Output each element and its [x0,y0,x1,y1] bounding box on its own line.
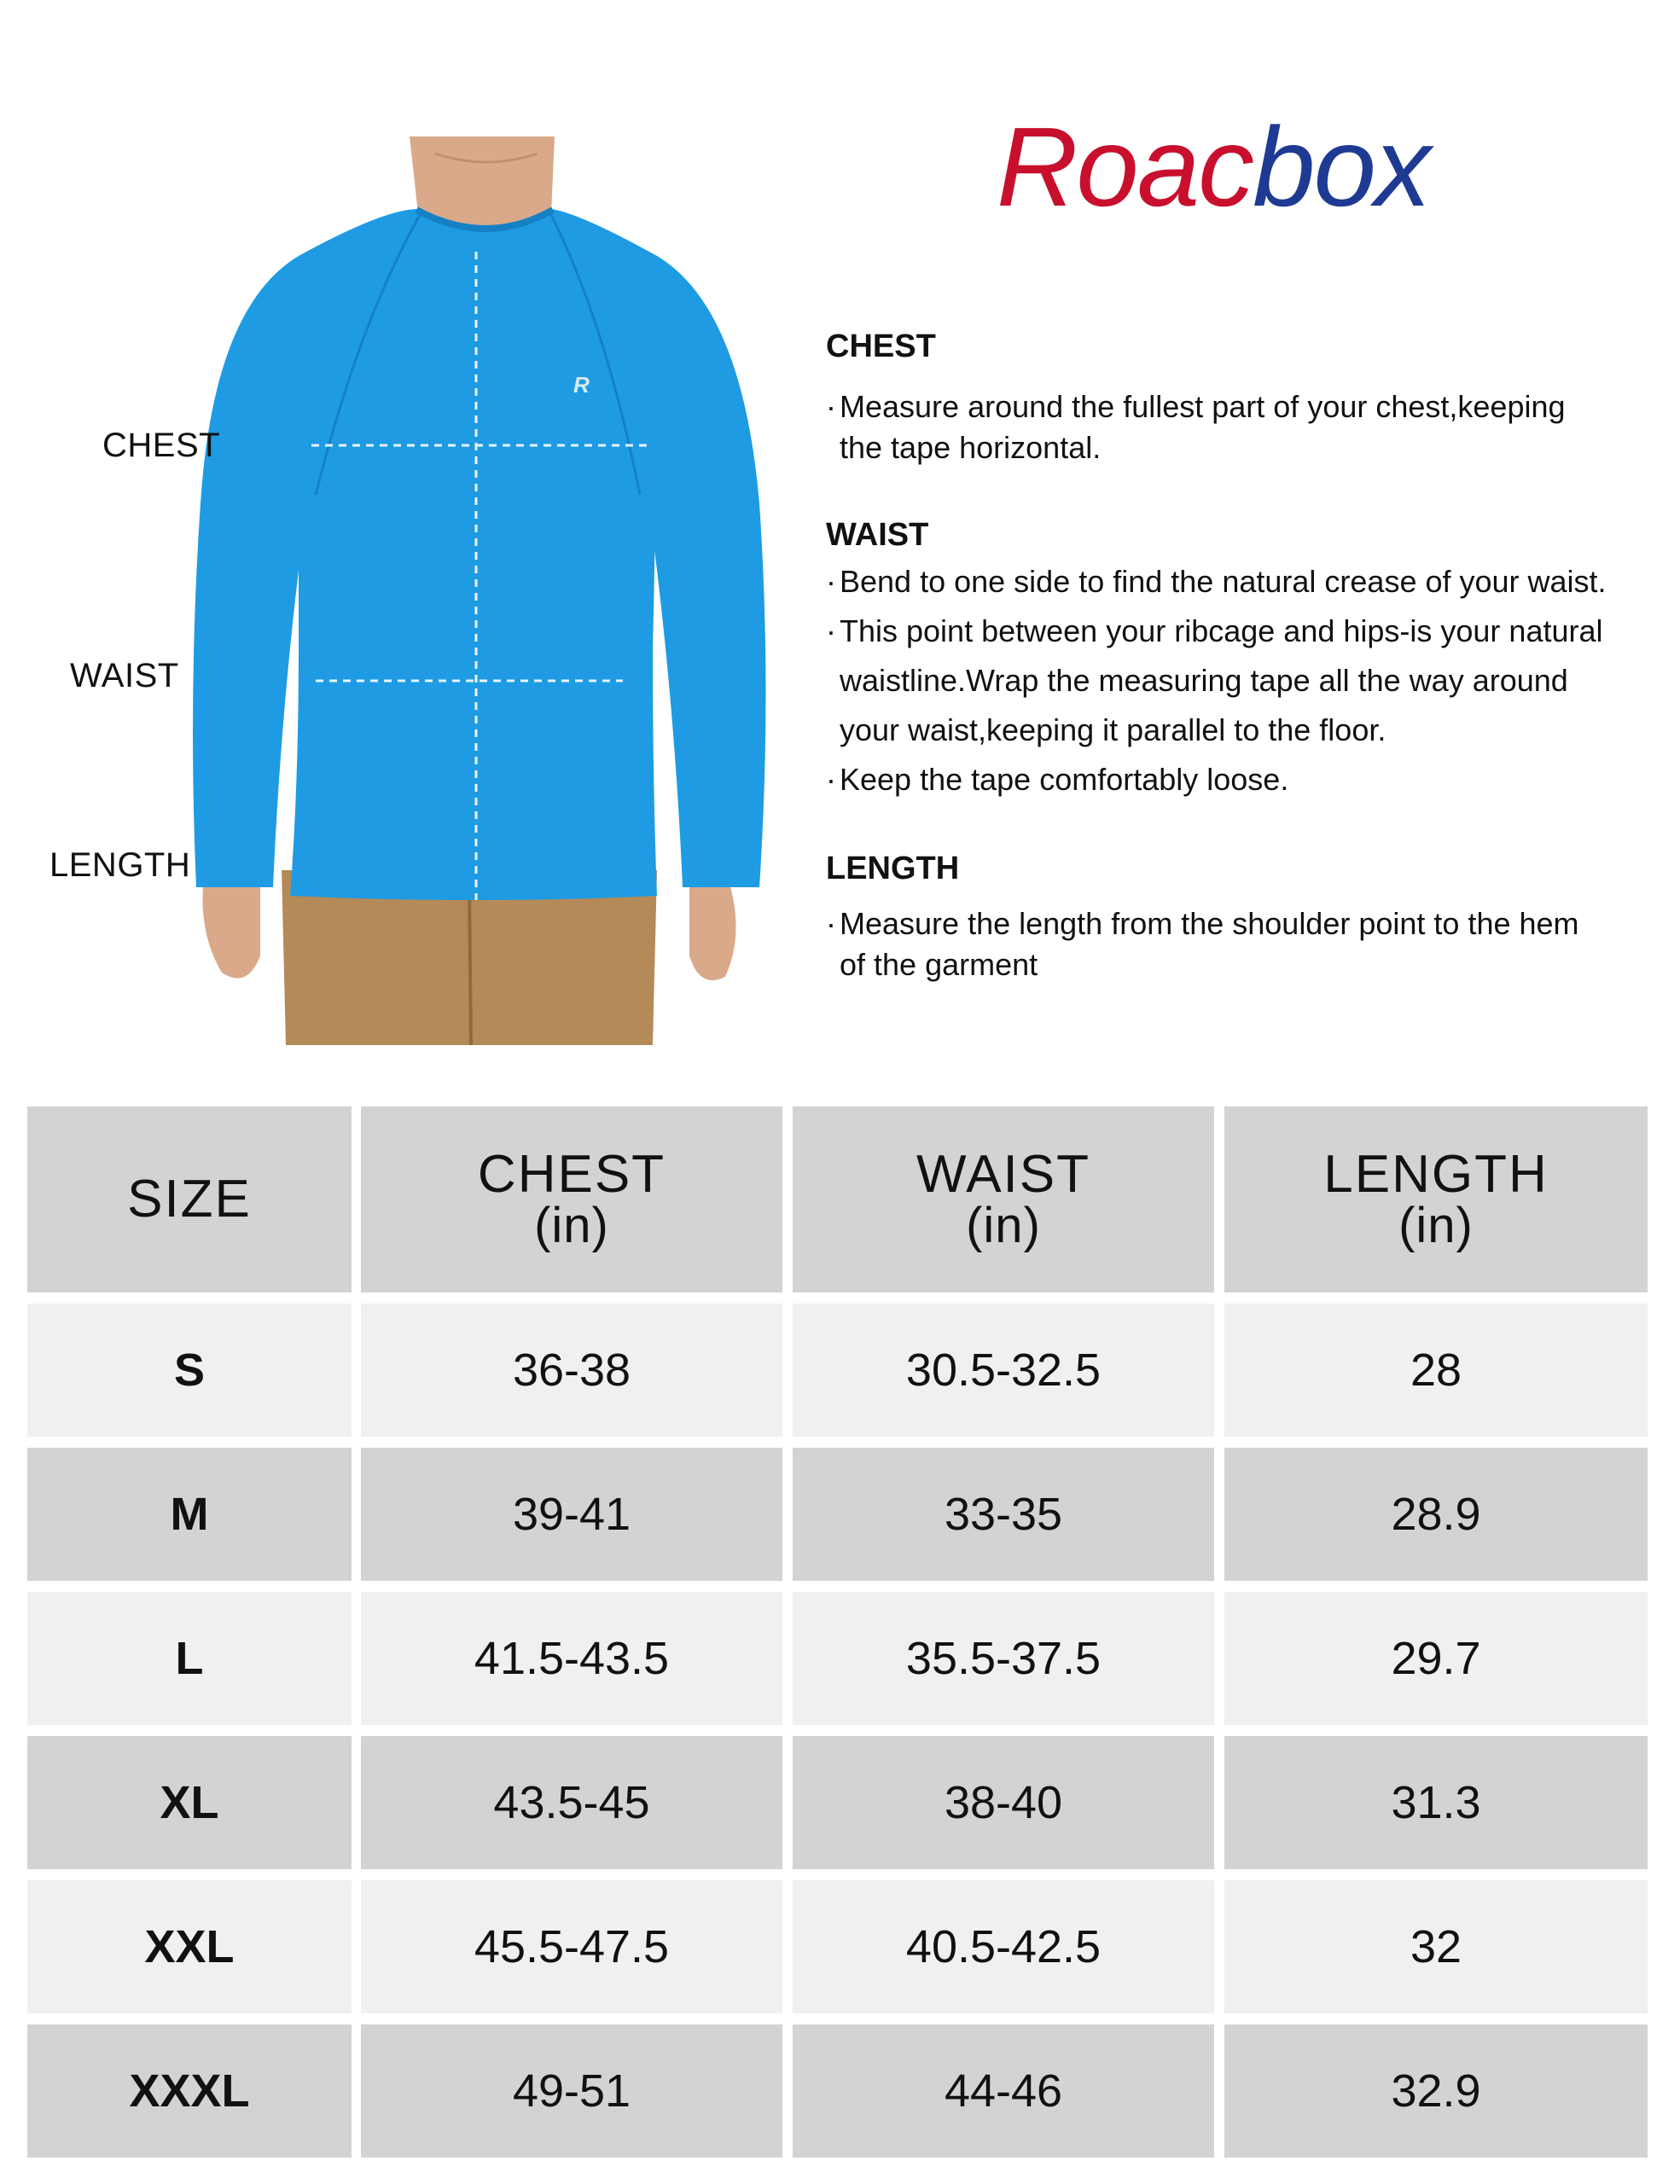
row-xl-waist [793,1736,1214,1869]
row-s-size [27,1304,352,1437]
chest-instruction-title: CHEST [826,328,936,364]
bullet-dot: · [826,762,836,797]
row-xl-chest-text: 43.5-45 [493,1777,650,1828]
row-m-waist-text: 33-35 [944,1489,1063,1540]
row-xxl-size-text: XXL [144,1921,235,1972]
waist-bullet-2-line-1: This point between your ribcage and hips-is your natural [840,613,1603,648]
row-xl-length [1224,1736,1648,1869]
row-m-waist [793,1448,1214,1581]
row-xxxl-length-text: 32.9 [1391,2065,1481,2117]
header-size [27,1107,352,1292]
measure-instructions [826,328,1645,990]
waist-bullet-3-line-1: Keep the tape comfortably loose. [840,762,1289,797]
chest-bullet-line-2: the tape horizontal. [840,430,1102,465]
header-size-label: SIZE [127,1170,252,1228]
brand-logo-part-a: Roac [997,104,1253,229]
row-s-chest-text: 36-38 [512,1345,631,1396]
row-l-waist-text: 35.5-37.5 [905,1633,1102,1684]
model-left-sleeve [193,256,307,887]
header-chest [361,1107,782,1292]
row-l-length [1224,1592,1648,1725]
row-l-length-text: 29.7 [1391,1633,1481,1684]
length-bullet-line-2: of the garment [840,947,1038,982]
waist-bullet-2-line-3: your waist,keeping it parallel to the floor. [840,712,1386,747]
brand-logo-part-b: box [1253,104,1429,229]
row-xxxl-waist-text: 44-46 [944,2065,1063,2117]
row-s-chest [361,1304,782,1437]
row-xl-size-text: XL [160,1777,219,1828]
header-chest-unit: (in) [534,1198,609,1253]
row-xxl-waist-text: 40.5-42.5 [905,1921,1102,1972]
row-l-size [27,1592,352,1725]
row-m-length [1224,1448,1648,1581]
header-waist-unit: (in) [966,1198,1041,1253]
row-xxl-chest-text: 45.5-47.5 [474,1921,670,1972]
length-bullet-line-1: Measure the length from the shoulder point to the hem [840,906,1579,941]
shirt-brand-mark-icon: R [573,372,590,398]
header-length-unit: (in) [1398,1198,1474,1253]
header-waist-label: WAIST [916,1145,1091,1204]
row-xl-waist-text: 38-40 [944,1777,1063,1828]
row-s-length [1224,1304,1648,1437]
row-xxxl-waist [793,2024,1214,2158]
bullet-dot: · [826,389,836,424]
row-m-chest-text: 39-41 [512,1489,631,1540]
row-s-waist [793,1304,1214,1437]
header-length-label: LENGTH [1323,1145,1549,1204]
row-xxxl-chest-text: 49-51 [512,2065,631,2117]
chest-bullet-line-1: Measure around the fullest part of your chest,keeping [840,389,1566,424]
waist-instruction-bullet-2 [826,607,1645,755]
row-xxl-waist [793,1880,1214,2013]
row-m-length-text: 28.9 [1391,1489,1481,1540]
model-shirt-illustration [179,136,776,1045]
length-figure-label: LENGTH [49,846,191,884]
row-xxxl-size-text: XXXL [129,2065,250,2117]
waist-figure-label: WAIST [70,657,179,694]
brand-logo [997,104,1429,229]
row-s-length-text: 28 [1410,1345,1462,1396]
row-m-size-text: M [170,1489,209,1540]
waist-instruction-bullet-3 [826,755,1645,804]
waist-bullet-2-line-2: waistline.Wrap the measuring tape all the way around [840,663,1568,698]
chest-instruction-bullet [826,382,1645,473]
row-xxxl-length [1224,2024,1648,2158]
waist-instruction-bullet-1 [826,557,1645,607]
row-xxxl-chest [361,2024,782,2158]
bullet-dot: · [826,613,836,648]
chest-figure-label: CHEST [102,427,221,464]
row-s-waist-text: 30.5-32.5 [905,1345,1102,1396]
waist-bullet-1-line-1: Bend to one side to find the natural crease of your waist. [840,564,1607,599]
row-m-size [27,1448,352,1581]
row-xxxl-size [27,2024,352,2158]
header-length [1224,1107,1648,1292]
row-l-waist [793,1592,1214,1725]
header-waist [793,1107,1214,1292]
row-m-chest [361,1448,782,1581]
row-xl-length-text: 31.3 [1391,1777,1481,1828]
model-right-sleeve [648,256,766,887]
bullet-dot: · [826,564,836,599]
row-xl-chest [361,1736,782,1869]
row-xxl-chest [361,1880,782,2013]
row-xxl-size [27,1880,352,2013]
row-l-chest [361,1592,782,1725]
bullet-dot: · [826,906,836,941]
row-s-size-text: S [173,1345,206,1396]
row-xxl-length [1224,1880,1648,2013]
length-instruction-title: LENGTH [826,851,960,886]
waist-instruction-title: WAIST [826,517,929,553]
row-xxl-length-text: 32 [1410,1921,1462,1972]
model-shirt-body [290,209,657,900]
length-instruction-bullet [826,899,1645,990]
row-l-chest-text: 41.5-43.5 [474,1633,670,1684]
row-l-size-text: L [175,1633,204,1684]
header-chest-label: CHEST [477,1145,666,1204]
row-xl-size [27,1736,352,1869]
